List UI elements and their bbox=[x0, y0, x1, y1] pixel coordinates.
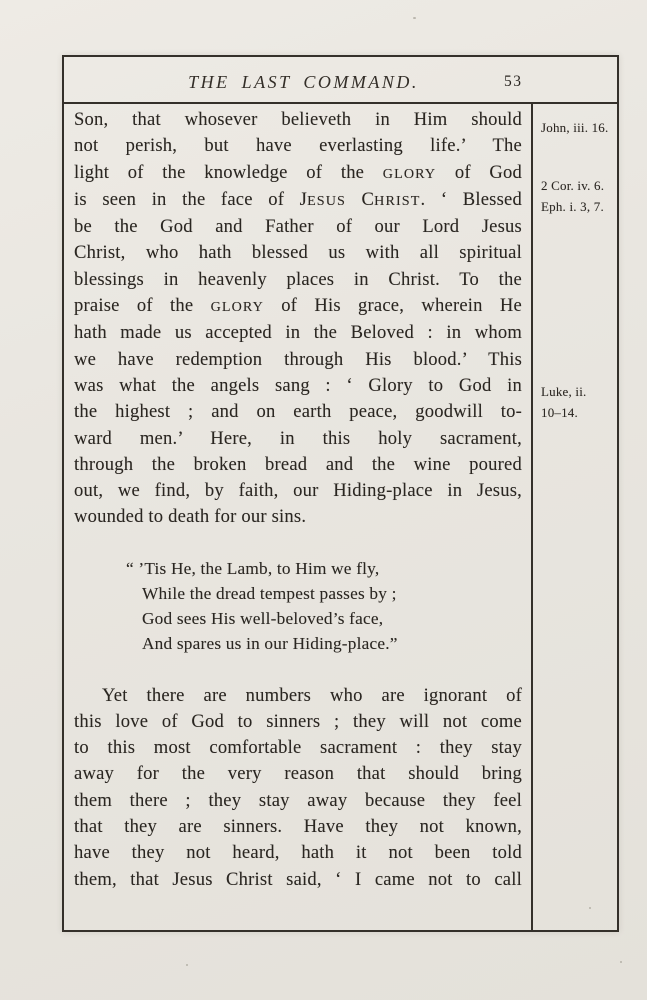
text-line: blessings in heavenly places in Christ. To the bbox=[74, 268, 522, 290]
margin-note-line: Eph. i. 3, 7. bbox=[541, 199, 604, 214]
text-line: this love of God to sinners ; they will not come bbox=[74, 710, 522, 732]
text-line: ward men.’ Here, in this holy sacrament, bbox=[74, 427, 522, 449]
margin-note-luke bbox=[541, 381, 587, 423]
running-head-title: THE LAST COMMAND. bbox=[188, 72, 419, 92]
text-line: be the God and Father of our Lord Jesus bbox=[74, 216, 522, 238]
page-frame bbox=[62, 55, 619, 932]
paper-speck bbox=[589, 907, 591, 909]
poem-line: And spares us in our Hiding-place.” bbox=[142, 634, 398, 654]
text-line: we have redemption through His blood.’ This bbox=[74, 348, 522, 370]
text-line: out, we find, by faith, our Hiding-place in Jesus, bbox=[74, 480, 522, 502]
text-line: the highest ; and on earth peace, goodwill to- bbox=[74, 401, 522, 423]
text-line: away for the very reason that should bring bbox=[74, 763, 522, 785]
text-line: is seen in the face of JESUS CHRIST. ‘ Blessed bbox=[74, 188, 523, 210]
poem-line: God sees His well-beloved’s face, bbox=[142, 609, 384, 629]
margin-note-john: John, iii. 16. bbox=[541, 120, 609, 135]
paper-speck bbox=[186, 964, 188, 966]
margin-note-cor-eph bbox=[541, 175, 604, 217]
text-line: light of the knowledge of the GLORY of God bbox=[74, 161, 522, 183]
main-text-column bbox=[64, 104, 531, 930]
text-line: was what the angels sang : ‘ Glory to God in bbox=[74, 374, 522, 396]
margin-note-line: Luke, ii. bbox=[541, 384, 587, 399]
margin-notes-column bbox=[531, 104, 617, 930]
poem-quotation bbox=[126, 556, 522, 657]
text-line: hath made us accepted in the Beloved : in whom bbox=[74, 322, 522, 344]
text-line: through the broken bread and the wine poured bbox=[74, 453, 522, 475]
page-number: 53 bbox=[504, 73, 523, 90]
text-line: not perish, but have everlasting life.’ The bbox=[74, 135, 522, 157]
margin-note-line: 2 Cor. iv. 6. bbox=[541, 178, 605, 193]
page-content bbox=[64, 104, 617, 930]
paper-speck bbox=[413, 17, 416, 19]
text-line: wounded to death for our sins. bbox=[74, 506, 307, 528]
poem-line: While the dread tempest passes by ; bbox=[142, 583, 397, 603]
poem-line: “ ’Tis He, the Lamb, to Him we fly, bbox=[126, 558, 380, 578]
text-line: Son, that whosever believeth in Him should bbox=[74, 109, 522, 130]
margin-note-line: 10–14. bbox=[541, 405, 578, 420]
text-line: praise of the GLORY of His grace, wherein He bbox=[74, 295, 522, 317]
text-line: to this most comfortable sacrament : they stay bbox=[74, 737, 522, 759]
page-header bbox=[64, 57, 617, 104]
text-line: that they are sinners. Have they not known, bbox=[74, 816, 522, 838]
text-line: them there ; they stay away because they feel bbox=[74, 789, 522, 811]
body-paragraph-1 bbox=[74, 107, 522, 531]
body-paragraph-2 bbox=[74, 683, 522, 893]
paper-speck bbox=[620, 961, 622, 963]
text-line: Christ, who hath blessed us with all spiritual bbox=[74, 242, 522, 264]
text-line: have they not heard, hath it not been told bbox=[74, 842, 522, 864]
text-line: them, that Jesus Christ said, ‘ I came not to call bbox=[74, 868, 522, 890]
text-line: Yet there are numbers who are ignorant of bbox=[102, 684, 522, 706]
